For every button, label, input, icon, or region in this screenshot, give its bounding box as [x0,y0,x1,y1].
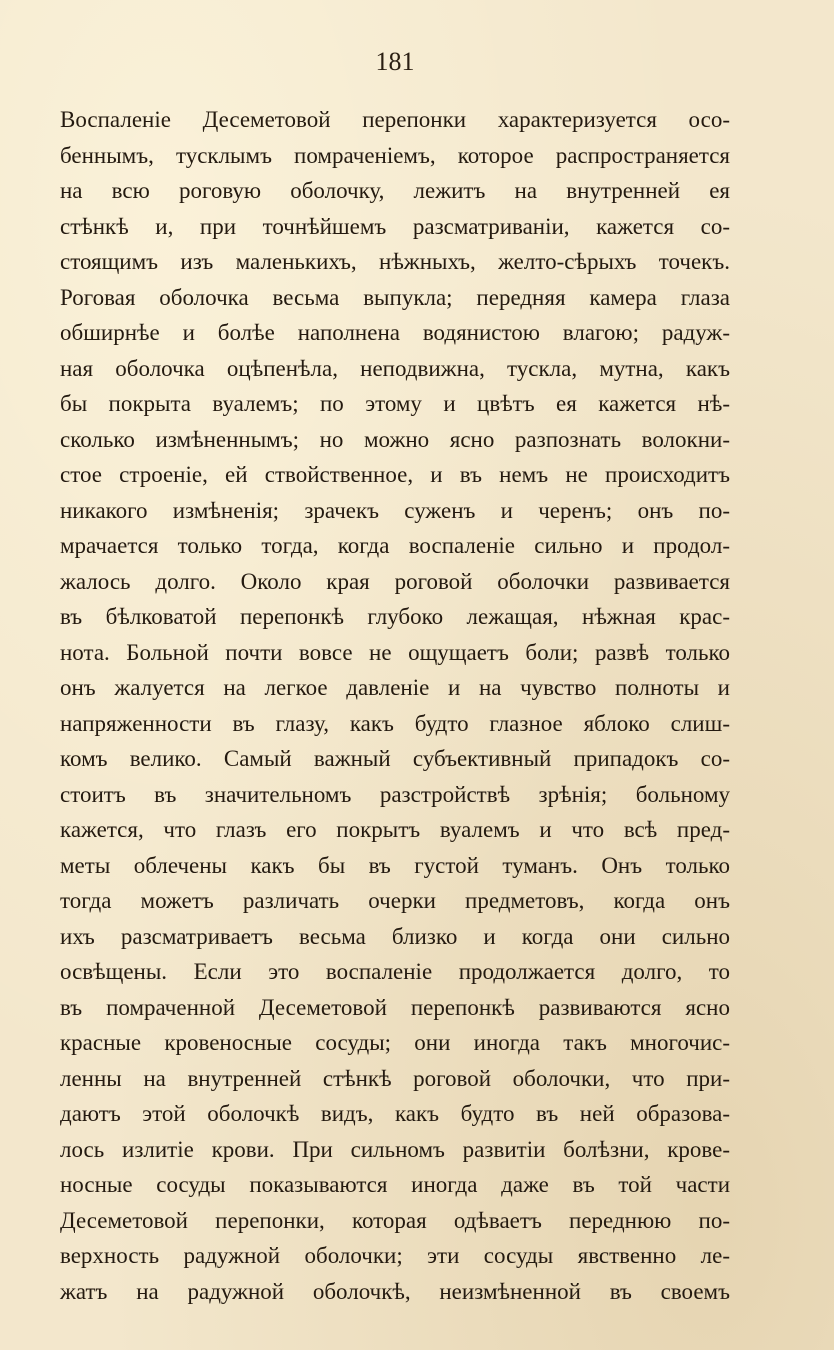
text-line: нота. Больной почти вовсе не ощущаетъ боли; развѣ только [60,639,730,665]
text-line: обширнѣе и болѣе наполнена водянистою влагою; радуж- [60,320,730,345]
text-line: лось излитіе крови. При сильномъ развитіи болѣзни, крове- [60,1136,730,1162]
text-line: комъ велико. Самый важный субъективный припадокъ со- [60,746,730,771]
text-line: Десеметовой перепонки, которая одѣваетъ переднюю по- [60,1207,730,1233]
text-line: тогда можетъ различать очерки предметовъ, когда онъ [60,888,730,913]
text-line: красные кровеносные сосуды; они иногда такъ многочис- [60,1030,730,1055]
text-line: жатъ на радужной оболочкѣ, неизмѣненной въ своемъ [60,1278,730,1304]
page-number: 181 [375,47,415,76]
text-line: жалось долго. Около края роговой оболочки развивается [60,568,730,594]
text-line: стѣнкѣ и, при точнѣйшемъ разсматриваніи, кажется со- [60,213,730,239]
text-line: стоитъ въ значительномъ разстройствѣ зрѣнія; больному [60,781,730,807]
text-line: ихъ разсматриваетъ весьма близко и когда они сильно [60,923,730,949]
text-line: ленны на внутренней стѣнкѣ роговой оболочки, что при- [60,1065,730,1091]
text-line: беннымъ, тусклымъ помраченіемъ, которое распространяется [60,142,730,168]
text-line: сколько измѣненнымъ; но можно ясно разпознать волокни- [60,426,730,452]
text-line: верхность радужной оболочки; эти сосуды явственно ле- [60,1243,730,1268]
text-line: меты облечены какъ бы въ густой туманъ. Онъ только [60,852,730,878]
text-line: ная оболочка оцѣпенѣла, неподвижна, тускла, мутна, какъ [60,355,730,381]
text-line: напряженности въ глазу, какъ будто глазное яблоко слиш- [60,710,730,736]
text-line: на всю роговую оболочку, лежитъ на внутренней ея [60,178,730,203]
text-line: Роговая оболочка весьма выпукла; передняя камера глаза [60,284,730,310]
text-line: въ бѣлковатой перепонкѣ глубоко лежащая, нѣжная крас- [60,604,730,629]
text-line: стоящимъ изъ маленькихъ, нѣжныхъ, желто-сѣрыхъ точекъ. [60,249,730,274]
text-line: освѣщены. Если это воспаленіе продолжается долго, то [60,959,730,984]
text-line: стое строеніе, ей ствойственное, и въ немъ не происходитъ [60,462,730,487]
text-line: кажется, что глазъ его покрытъ вуалемъ и что всѣ пред- [60,817,730,842]
body-text [60,102,730,1309]
text-line: Воспаленіе Десеметовой перепонки характеризуется осо- [60,107,730,132]
text-line: мрачается только тогда, когда воспаленіе сильно и продол- [60,533,730,558]
text-line: никакого измѣненія; зрачекъ суженъ и черенъ; онъ по- [60,497,730,523]
text-line: бы покрыта вуалемъ; по этому и цвѣтъ ея кажется нѣ- [60,391,730,416]
text-line: носные сосуды показываются иногда даже въ той части [60,1172,730,1197]
text-line: онъ жалуется на легкое давленіе и на чувство полноты и [60,675,730,700]
text-line: даютъ этой оболочкѣ видъ, какъ будто въ ней образова- [60,1101,730,1126]
text-line: въ помраченной Десеметовой перепонкѣ развиваются ясно [60,994,730,1020]
